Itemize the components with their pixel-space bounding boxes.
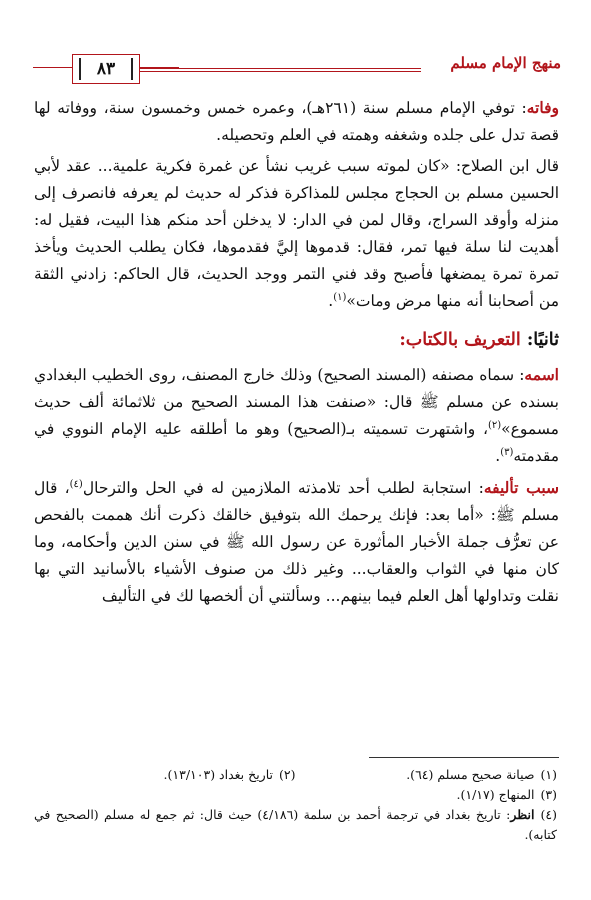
page-number: ٨٣ xyxy=(79,58,133,80)
paragraph-reason-text: : استجابة لطلب أحد تلامذته الملازمين له في الحل والترحال xyxy=(82,479,484,497)
footnote-ref-3[interactable]: (٣) xyxy=(500,446,514,458)
section-number-text: ثانيًا: xyxy=(526,330,559,350)
paragraph-reason xyxy=(34,474,559,610)
term-label-name: اسمه xyxy=(524,365,559,384)
main-text xyxy=(34,94,559,614)
footnote-separator xyxy=(369,757,559,758)
section-title: التعريف بالكتاب: xyxy=(399,330,521,350)
punctuation: . xyxy=(495,447,501,465)
footnote-ref-1[interactable]: (١) xyxy=(333,291,347,303)
paragraph-name xyxy=(34,361,559,470)
paragraph-name-text: : سماه مصنفه (المسند الصحيح) وذلك خارج المصنف، روى الخطيب البغدادي بسنده عن مسلم ﷺ قال: «صنفت هذا المسند الصحيح من ثلاثمائة ألف حديث مسموع» xyxy=(34,366,559,438)
footnote-label: انظر xyxy=(510,807,535,822)
section-heading xyxy=(34,325,559,355)
paragraph-reason-text-2: ، قال مسلم ﷺ: «أما بعد: فإنك يرحمك الله بتوفيق خالقك ذكرت أنك هممت بالفحص عن تعرُّف جملة الأخبار المأثورة عن رسول الله ﷺ في سنن الدين وأحكامه، وما كان منها في الثواب والعقاب... وغير ذلك من صنوف الأشياء بالأسانيد التي بها نقلت وتداولها أهل العلم فيما بينهم... وسألتني أن ألخصها لك في التأليف xyxy=(34,479,559,605)
header-rule xyxy=(140,68,421,72)
paragraph-death-text: : توفي الإمام مسلم سنة (٢٦١هـ)، وعمره خمس وخمسون سنة، ووفاته لها قصة تدل على جلده وشغفه وهمته في العلم وتحصيله. xyxy=(34,99,559,144)
footnotes xyxy=(34,765,557,845)
term-label-reason: سبب تأليفه xyxy=(483,478,559,497)
page-header xyxy=(30,48,561,88)
page-number-frame xyxy=(72,54,140,84)
footnote-3 xyxy=(34,785,557,805)
footnote-number: (١) xyxy=(540,767,557,782)
running-title: منهج الإمام مسلم xyxy=(450,54,561,72)
footnote-ref-4[interactable]: (٤) xyxy=(69,478,83,490)
footnote-2 xyxy=(34,765,296,785)
footnote-number: (٤) xyxy=(540,807,557,822)
footnote-text: المنهاج (١/١٧). xyxy=(456,787,535,802)
term-label-death: وفاته xyxy=(526,98,559,117)
footnote-ref-2[interactable]: (٢) xyxy=(487,419,502,431)
paragraph-death xyxy=(34,94,559,149)
footnote-text: : تاريخ بغداد في ترجمة أحمد بن سلمة (٤/١٨٦) حيث قال: ثم جمع له مسلم (الصحيح في كتابه). xyxy=(34,807,557,842)
footnote-number: (٢) xyxy=(279,767,296,782)
footnote-text: تاريخ بغداد (١٣/١٠٣). xyxy=(163,767,273,782)
footnote-number: (٣) xyxy=(540,787,557,802)
footnote-text: صيانة صحيح مسلم (٦٤). xyxy=(406,767,535,782)
punctuation: . xyxy=(328,292,334,310)
quote-ibn-salah: قال ابن الصلاح: «كان لموته سبب غريب نشأ عن غمرة فكرية علمية... عقد لأبي الحسين مسلم بن الحجاج مجلس للمذاكرة فذكر له حديث لم يعرفه فانصرف إلى منزله وأوقد السراج، وقال لمن في الدار: لا يدخلن أحد منكم هذا البيت، فقيل له: أهديت لنا سلة فيها تمر، فقال: قدموها إليَّ فقدموها، فكان يطلب الحديث ويأخذ تمرة تمرة يمضغها فأصبح وقد فني التمر ووجد الحديث، قال الحاكم: زادني الثقة من أصحابنا أنه منها مرض ومات» xyxy=(34,157,559,310)
paragraph-name-text-2: ، واشتهرت تسميته بـ(الصحيح) وهو ما أطلقه عليه الإمام النووي في مقدمته xyxy=(34,420,559,465)
footnote-4 xyxy=(34,805,557,845)
footnote-row-1-2 xyxy=(34,765,557,785)
paragraph-ibn-salah xyxy=(34,153,559,315)
footnote-1 xyxy=(296,765,558,785)
